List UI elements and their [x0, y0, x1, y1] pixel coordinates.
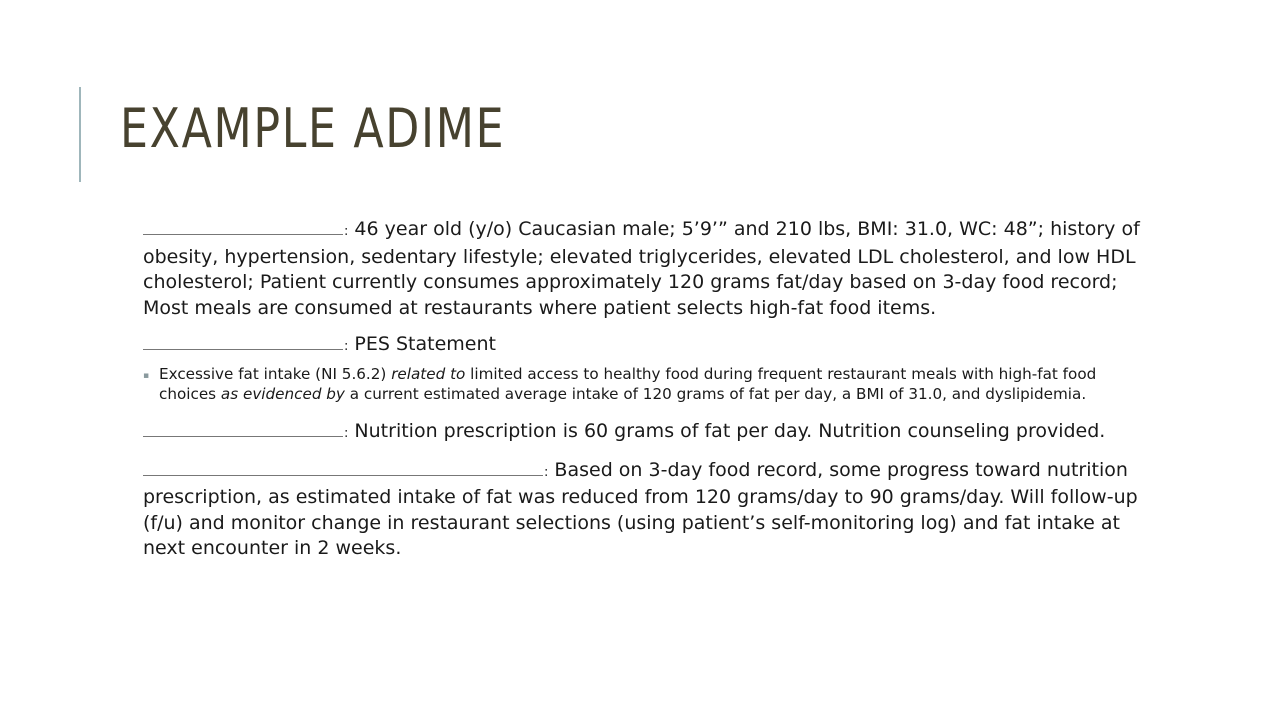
- diagnosis-separator: :: [344, 339, 349, 355]
- intervention-separator: :: [344, 425, 349, 441]
- pes-text-part2: limited access to healthy food during frequent restaurant meals with high-fat food choices: [159, 364, 1097, 403]
- diagnosis-text: PES Statement: [348, 333, 496, 356]
- monitoring-paragraph: [143, 457, 1143, 562]
- title-accent-bar: [79, 87, 81, 182]
- intervention-blank: [143, 418, 343, 437]
- intervention-text: Nutrition prescription is 60 grams of fat per day. Nutrition counseling provided.: [348, 419, 1106, 442]
- pes-bullet-item: [143, 364, 1143, 404]
- monitoring-blank: [143, 457, 543, 476]
- pes-text-part1: Excessive fat intake (NI 5.6.2): [159, 364, 392, 383]
- assessment-paragraph: [143, 216, 1143, 321]
- intervention-paragraph: [143, 418, 1143, 447]
- assessment-blank: [143, 216, 343, 235]
- diagnosis-paragraph: [143, 331, 1143, 360]
- monitoring-separator: :: [544, 464, 549, 480]
- bullet-square-icon: ▪: [143, 370, 150, 381]
- assessment-separator: :: [344, 224, 349, 239]
- pes-as-evidenced-by: as evidenced by: [220, 384, 345, 403]
- pes-text-part3: a current estimated average intake of 120 grams of fat per day, a BMI of 31.0, and dyslipidemia.: [344, 384, 1087, 403]
- diagnosis-blank: [143, 331, 343, 350]
- pes-related-to: related to: [391, 364, 466, 383]
- slide-content: [143, 216, 1143, 572]
- pes-bullet-list: [143, 364, 1143, 404]
- assessment-text: 46 year old (y/o) Caucasian male; 5’9’” and 210 lbs, BMI: 31.0, WC: 48”; history of obesity, hypertension, sedentary lifestyle; elevated triglycerides, elevated LDL cholesterol, and low HDL cholesterol; Patient currently consumes approximately 120 grams fat/day based on 3-day food record; Most meals are consumed at restaurants where patient selects high-fat food items.: [143, 218, 1140, 319]
- monitoring-text: Based on 3-day food record, some progress toward nutrition prescription, as estimated intake of fat was reduced from 120 grams/day to 90 grams/day. Will follow-up (f/u) and monitor change in restaurant selections (using patient’s self-monitoring log) and fat intake at next encounter in 2 weeks.: [143, 458, 1138, 560]
- slide-title: EXAMPLE ADIME: [120, 97, 506, 160]
